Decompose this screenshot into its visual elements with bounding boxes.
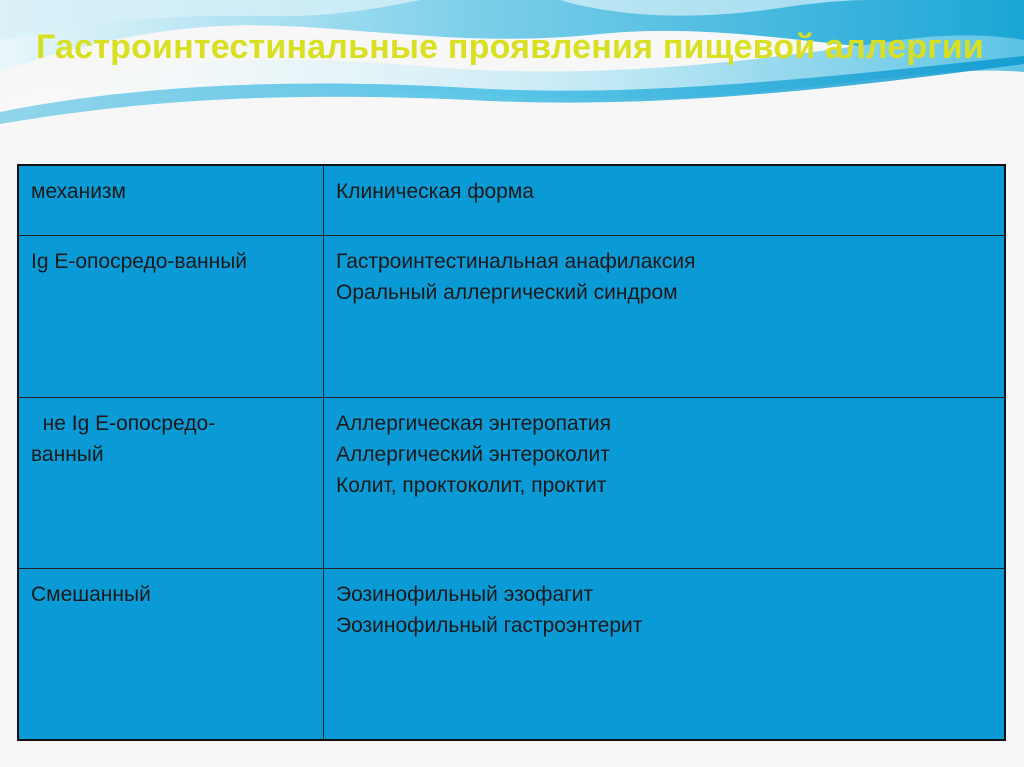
table-row [18, 568, 1005, 740]
clinical-form-cell [324, 397, 1006, 568]
header-clinical-form: Клиническая форма [336, 180, 534, 203]
clinical-form-item: Оральный аллергический синдром [336, 280, 678, 304]
clinical-form-item: Аллергический энтероколит [336, 442, 610, 466]
clinical-form-item: Эозинофильный гастроэнтерит [336, 613, 643, 637]
mechanism-text: ванный [31, 442, 104, 466]
header-mechanism-cell [18, 165, 324, 235]
mechanism-cell [18, 235, 324, 397]
mechanism-cell [18, 397, 324, 568]
clinical-form-cell [324, 235, 1006, 397]
allergy-table-container [17, 164, 1006, 741]
clinical-form-item: Колит, проктоколит, проктит [336, 473, 607, 497]
mechanism-cell [18, 568, 324, 740]
clinical-form-item: Эозинофильный эзофагит [336, 582, 594, 606]
clinical-form-item: Аллергическая энтеропатия [336, 411, 611, 435]
mechanism-text: не Ig E-опосредо- [31, 411, 216, 435]
table-row [18, 235, 1005, 397]
header-clinical-form-cell [324, 165, 1006, 235]
mechanism-text: Смешанный [31, 582, 151, 606]
slide-title: Гастроинтестинальные проявления пищевой аллергии [36, 28, 984, 66]
table-header-row [18, 165, 1005, 235]
clinical-form-cell [324, 568, 1006, 740]
clinical-form-item: Гастроинтестинальная анафилаксия [336, 249, 696, 273]
mechanism-text: Ig E-опосредо-ванный [31, 249, 248, 273]
table-row [18, 397, 1005, 568]
header-mechanism: механизм [31, 180, 126, 203]
allergy-table [17, 164, 1006, 741]
